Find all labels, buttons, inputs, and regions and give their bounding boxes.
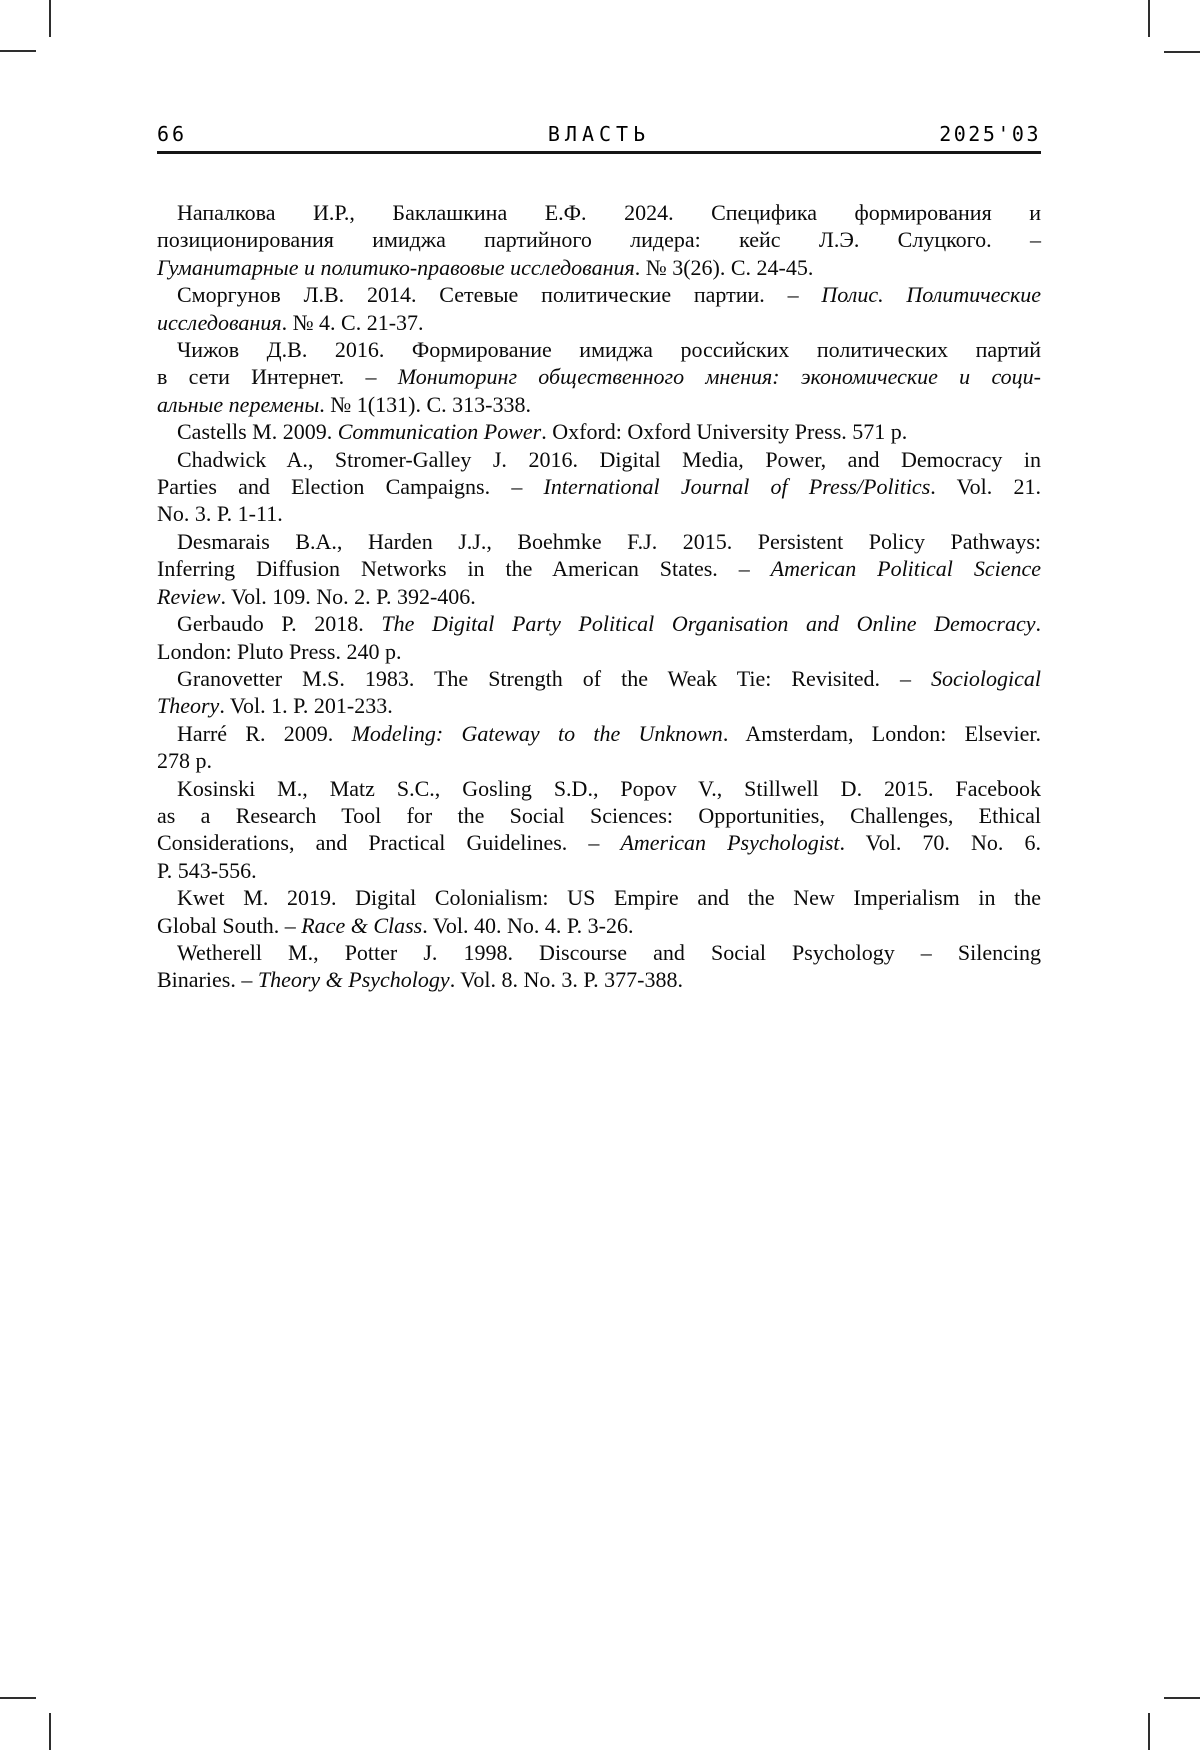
reference-line xyxy=(157,747,1041,774)
reference-line xyxy=(157,446,1041,473)
reference-line xyxy=(157,884,1041,911)
reference-text: . Oxford: Oxford University Press. 571 p. xyxy=(541,419,908,445)
reference-line xyxy=(157,665,1041,692)
crop-mark-bottom-right-horizontal xyxy=(1164,1697,1200,1699)
reference-line xyxy=(157,226,1041,253)
references-list xyxy=(157,199,1041,994)
reference-text: . Vol. 40. No. 4. P. 3-26. xyxy=(422,912,634,938)
reference-source-italic: Race & Class xyxy=(301,912,423,938)
reference-text: . № 1(131). С. 313-338. xyxy=(319,391,531,417)
reference-line xyxy=(157,363,1041,390)
header-rule xyxy=(157,151,1041,154)
crop-mark-top-left-horizontal xyxy=(0,50,36,52)
reference-item xyxy=(157,775,1041,885)
reference-text: Considerations, and Practical Guidelines. – xyxy=(157,830,621,856)
reference-text: London: Pluto Press. 240 p. xyxy=(157,638,402,664)
reference-text: Inferring Diffusion Networks in the American States. – xyxy=(157,556,771,582)
reference-text: Gerbaudo P. 2018. xyxy=(177,611,382,637)
reference-source-italic: Theory & Psychology xyxy=(257,967,450,993)
reference-text: Kwet M. 2019. Digital Colonialism: US Empire and the New Imperialism in the xyxy=(177,885,1041,911)
reference-item xyxy=(157,939,1041,994)
reference-text: as a Research Tool for the Social Sciences: Opportunities, Challenges, Ethical xyxy=(157,802,1041,828)
reference-text: . № 3(26). С. 24-45. xyxy=(634,254,814,280)
reference-text: Kosinski M., Matz S.C., Gosling S.D., Popov V., Stillwell D. 2015. Facebook xyxy=(177,775,1041,801)
reference-source-italic: The Digital Party Political Organisation and Online Democracy xyxy=(381,611,1036,637)
crop-mark-top-right-vertical xyxy=(1148,0,1150,37)
page-number: 66 xyxy=(157,122,188,146)
reference-text: Wetherell M., Potter J. 1998. Discourse and Social Psychology – Silencing xyxy=(177,939,1041,965)
reference-line xyxy=(157,336,1041,363)
crop-mark-bottom-left-horizontal xyxy=(0,1697,36,1699)
reference-item xyxy=(157,336,1041,418)
reference-line xyxy=(157,254,1041,281)
reference-line xyxy=(157,966,1041,993)
reference-text: позиционирования имиджа партийного лидера: кейс Л.Э. Слуцкого. – xyxy=(157,227,1041,253)
reference-text: Сморгунов Л.В. 2014. Сетевые политические партии. – xyxy=(177,282,822,308)
reference-line xyxy=(157,500,1041,527)
reference-line xyxy=(157,912,1041,939)
reference-item xyxy=(157,199,1041,281)
reference-text: . Vol. 8. No. 3. P. 377-388. xyxy=(449,967,683,993)
crop-mark-top-left-vertical xyxy=(49,0,51,37)
reference-text: . Vol. 109. No. 2. P. 392-406. xyxy=(220,583,476,609)
crop-mark-bottom-right-vertical xyxy=(1148,1713,1150,1750)
crop-mark-top-right-horizontal xyxy=(1164,51,1200,53)
reference-line xyxy=(157,857,1041,884)
reference-line xyxy=(157,583,1041,610)
reference-item xyxy=(157,720,1041,775)
reference-source-italic: Communication Power xyxy=(337,419,542,445)
reference-text: . Amsterdam, London: Elsevier. xyxy=(722,720,1041,746)
reference-text: No. 3. P. 1-11. xyxy=(157,501,283,527)
reference-item xyxy=(157,418,1041,445)
reference-line xyxy=(157,939,1041,966)
reference-source-italic: Theory xyxy=(157,693,220,719)
reference-text: Harré R. 2009. xyxy=(177,720,352,746)
reference-source-italic: альные перемены xyxy=(157,391,320,417)
reference-text: . xyxy=(1035,611,1041,637)
reference-text: Desmarais B.A., Harden J.J., Boehmke F.J. 2015. Persistent Policy Pathways: xyxy=(177,528,1041,554)
reference-line xyxy=(157,555,1041,582)
reference-source-italic: Полис. Политические xyxy=(821,282,1041,308)
reference-text: P. 543-556. xyxy=(157,857,257,883)
reference-line xyxy=(157,692,1041,719)
reference-line xyxy=(157,199,1041,226)
reference-item xyxy=(157,281,1041,336)
reference-line xyxy=(157,528,1041,555)
reference-source-italic: International Journal of Press/Politics xyxy=(543,474,931,500)
reference-line xyxy=(157,638,1041,665)
reference-line xyxy=(157,720,1041,747)
reference-source-italic: Review xyxy=(157,583,221,609)
reference-line xyxy=(157,309,1041,336)
reference-text: Напалкова И.Р., Баклашкина Е.Ф. 2024. Специфика формирования и xyxy=(177,200,1041,225)
reference-source-italic: Мониторинг общественного мнения: экономические и соци- xyxy=(397,364,1041,390)
reference-item xyxy=(157,884,1041,939)
reference-item xyxy=(157,665,1041,720)
reference-text: Чижов Д.В. 2016. Формирование имиджа российских политических партий xyxy=(177,337,1041,363)
reference-item xyxy=(157,528,1041,610)
reference-text: 278 p. xyxy=(157,748,212,774)
reference-line xyxy=(157,473,1041,500)
reference-line xyxy=(157,418,1041,445)
reference-source-italic: Modeling: Gateway to the Unknown xyxy=(351,720,723,746)
reference-text: Global South. – xyxy=(157,912,302,938)
reference-source-italic: American Political Science xyxy=(770,556,1041,582)
reference-text: Granovetter M.S. 1983. The Strength of the Weak Tie: Revisited. – xyxy=(177,665,932,691)
reference-text: Binaries. – xyxy=(157,967,258,993)
reference-line xyxy=(157,610,1041,637)
reference-source-italic: American Psychologist xyxy=(620,830,840,856)
crop-mark-bottom-left-vertical xyxy=(49,1713,51,1750)
reference-source-italic: исследования xyxy=(157,309,282,335)
reference-line xyxy=(157,281,1041,308)
journal-title: ВЛАСТЬ xyxy=(547,122,651,146)
reference-line xyxy=(157,829,1041,856)
reference-text: . Vol. 21. xyxy=(930,474,1041,500)
issue-number: 2025'03 xyxy=(939,122,1041,146)
reference-text: в сети Интернет. – xyxy=(157,364,398,390)
reference-text: . Vol. 70. No. 6. xyxy=(839,830,1041,856)
reference-line xyxy=(157,775,1041,802)
reference-item xyxy=(157,610,1041,665)
reference-source-italic: Гуманитарные и политико-правовые исследования xyxy=(157,254,635,280)
reference-text: . Vol. 1. P. 201-233. xyxy=(219,693,393,719)
reference-source-italic: Sociological xyxy=(931,665,1041,691)
reference-line xyxy=(157,391,1041,418)
reference-item xyxy=(157,446,1041,528)
reference-text: . № 4. С. 21-37. xyxy=(281,309,424,335)
reference-line xyxy=(157,802,1041,829)
reference-text: Chadwick A., Stromer-Galley J. 2016. Digital Media, Power, and Democracy in xyxy=(177,446,1041,472)
page-header xyxy=(157,123,1041,146)
reference-text: Castells M. 2009. xyxy=(177,419,338,445)
reference-text: Parties and Election Campaigns. – xyxy=(157,474,544,500)
